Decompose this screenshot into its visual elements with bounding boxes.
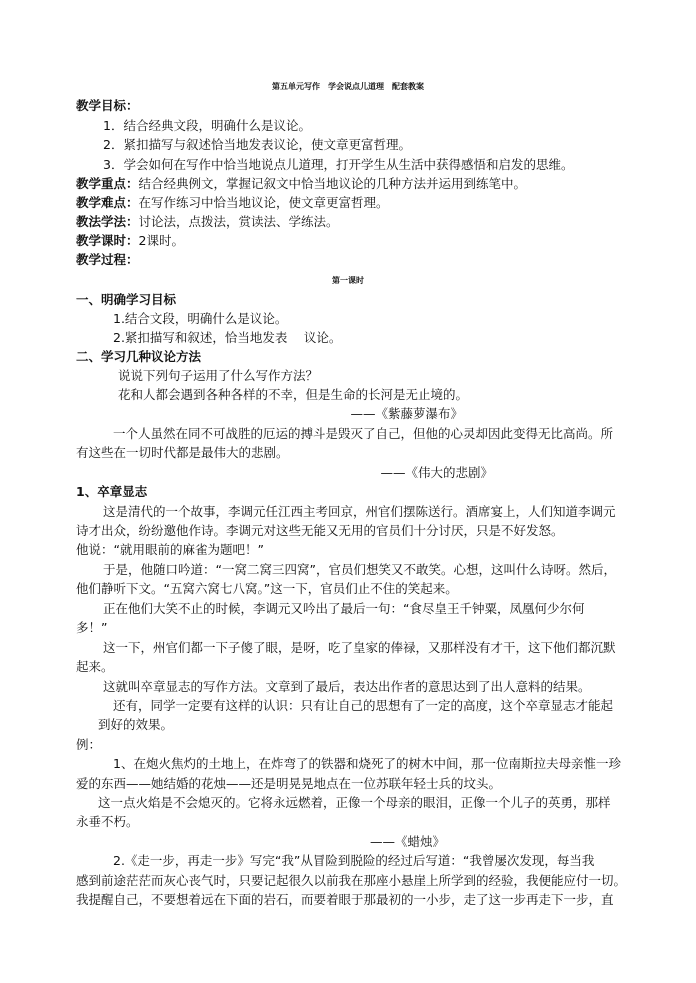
story-line: 这就叫卒章显志的写作方法。文章到了最后，表达出作者的意思达到了出人意料的结果。 [103,679,591,694]
example-3-line: 爱的东西——她结婚的花烛——还是明晃晃地点在一位苏联年轻士兵的坟头。 [76,776,502,791]
story-line: 例： [76,737,102,752]
story-line: 还有，同学一定要有这样的认识：只有让自己的思想有了一定的高度，这个卒章显志才能起 [113,698,614,713]
goal-item: 3．学会如何在写作中恰当地说点儿道理，打开学生从生活中获得感悟和启发的思维。 [103,157,574,172]
example-paragraph-line: 一个人虽然在同不可战胜的厄运的搏斗是毁灭了自己，但他的心灵却因此变得无比高尚。所 [113,426,614,441]
example-sentence: 花和人都会遇到各种各样的不幸，但是生命的长河是无止境的。 [118,387,469,402]
story-line: 他们静听下文。“五窝六窝七八窝。”这一下，官员们止不住的笑起来。 [76,581,458,596]
story-line: 诗才出众，纷纷邀他作诗。李调元对这些无能又无用的官员们十分讨厌，只是不好发怒。 [76,523,564,538]
process-label: 教学过程： [76,252,139,267]
method-1-title: 1、卒章显志 [76,484,148,499]
section-1-item: 1.结合文段，明确什么是议论。 [113,311,288,326]
lesson-heading: 第一课时 [332,276,364,285]
question-line: 说说下列句子运用了什么写作方法？ [118,368,319,383]
example-paragraph-line: 有这些在一切时代都是最伟大的悲剧。 [76,445,289,460]
story-line: 于是，他随口吟道：“一窝二窝三四窝”，官员们想笑又不敢笑。心想，这叫什么诗呀。然后， [103,562,616,577]
story-line: 他说：“就用眼前的麻雀为题吧！” [76,542,264,557]
goals-label: 教学目标： [76,98,139,113]
methods-row [76,214,339,230]
key-points-label: 教学重点： [76,176,139,191]
story-line: 这一下，州官们都一下子傻了眼，是呀，吃了皇家的俸禄，又那样没有才干，这下他们都沉默 [103,640,616,655]
hours-text: 2课时。 [138,233,184,248]
document-title: 第五单元写作 学会说点儿道理 配套教案 [272,82,424,91]
example-source: ——《紫藤萝瀑布》 [350,406,463,421]
example-4-line: 2.《走一步，再走一步》写完“我”从冒险到脱险的经过后写道：“我曾屡次发现，每当我 [113,853,595,868]
difficulty-label: 教学难点： [76,195,139,210]
story-line: 起来。 [76,659,114,674]
methods-label: 教法学法： [76,214,139,229]
story-line: 这是清代的一个故事，李调元任江西主考回京，州官们摆陈送行。酒席宴上，人们知道李调元 [103,504,616,519]
section-2-title: 二、学习几种议论方法 [76,349,202,364]
goal-item: 2．紧扣描写与叙述恰当地发表议论，使文章更富哲理。 [103,137,411,152]
key-points-row [76,176,526,192]
example-4-line: 我提醒自己，不要想着远在下面的岩石，而要着眼于那最初的一小步，走了这一步再走下一步，直 [76,892,614,907]
key-points-text: 结合经典例文，掌握记叙文中恰当地议论的几种方法并运用到练笔中。 [138,176,527,191]
story-line: 到好的效果。 [98,717,174,732]
example-source: ——《蜡烛》 [369,834,445,849]
example-4-line: 感到前途茫茫而灰心丧气时，只要记起很久以前我在那座小悬崖上所学到的经验，我便能应付一切。 [76,873,627,888]
section-1-title: 一、明确学习目标 [76,292,177,307]
example-3-line: 1、在炮火焦灼的土地上，在炸弯了的铁器和烧死了的树木中间，那一位南斯拉夫母亲惟一珍 [113,756,621,771]
example-3-line: 这一点火焰是不会熄灭的。它将永远燃着，正像一个母亲的眼泪，正像一个儿子的英勇，那样 [98,795,611,810]
example-3-line: 永垂不朽。 [76,814,139,829]
section-1-item: 2.紧扣描写和叙述，恰当地发表 议论。 [113,330,342,345]
example-source: ——《伟大的悲剧》 [380,465,493,480]
hours-label: 教学课时： [76,233,139,248]
story-line: 多！” [76,620,108,635]
story-line: 正在他们大笑不止的时候，李调元又吟出了最后一句：“食尽皇王千钟粟，凤凰何少尔何 [103,601,585,616]
goal-item: 1．结合经典文段，明确什么是议论。 [103,118,311,133]
hours-row [76,233,184,249]
difficulty-text: 在写作练习中恰当地议论，使文章更富哲理。 [138,195,389,210]
methods-text: 讨论法，点拨法，赏读法、学练法。 [138,214,339,229]
difficulty-row [76,195,389,211]
